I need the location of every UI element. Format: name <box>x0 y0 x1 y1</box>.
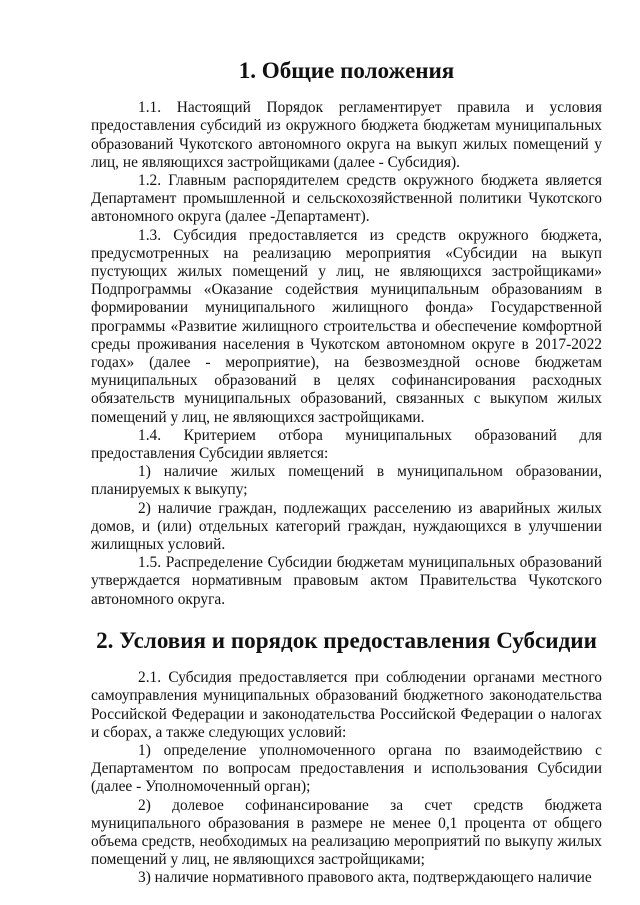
document-body <box>91 57 602 888</box>
section-1-heading: 1. Общие положения <box>238 57 455 83</box>
paragraph-1-4: 1.4. Критерием отбора муниципальных образований для предоставления Субсидии является: <box>91 426 602 463</box>
paragraph-1-1: 1.1. Настоящий Порядок регламентирует правила и условия предоставления субсидий из окружного бюджета бюджетам муниципальных образований Чукотского автономного округа на выкуп жилых помещений у лиц, не являющихся застройщиками (далее - Субсидия). <box>91 99 602 171</box>
section-2-heading: 2. Условия и порядок предоставления Субсидии <box>96 626 597 653</box>
list-item-1-4-2: 2) наличие граждан, подлежащих расселению из аварийных жилых домов, и (или) отдельных категорий граждан, нуждающихся в улучшении жилищных условий. <box>91 499 602 554</box>
list-item-2-1-1: 1) определение уполномоченного органа по взаимодействию с Департаментом по вопросам предоставления и использования Субсидии (далее - Уполномоченный орган); <box>91 741 602 796</box>
list-item-1-4-1: 1) наличие жилых помещений в муниципальном образовании, планируемых к выкупу; <box>91 463 602 499</box>
paragraph-2-1: 2.1. Субсидия предоставляется при соблюдении органами местного самоуправления муниципальных образований бюджетного законодательства Российской Федерации и законодательства Российской Федерации о налогах и сборах, а также следующих условий: <box>91 669 602 741</box>
list-item-2-1-2: 2) долевое софинансирование за счет средств бюджета муниципального образования в размере не менее 0,1 процента от общего объема средств, необходимых на реализацию мероприятий по выкупу жилых помещений у лиц, не являющихся застройщиками; <box>91 796 602 869</box>
list-item-2-1-3: 3) наличие нормативного правового акта, подтверждающего наличие <box>138 869 592 887</box>
paragraph-1-5: 1.5. Распределение Субсидии бюджетам муниципальных образований утверждается нормативным правовым актом Правительства Чукотского автономного округа. <box>91 554 602 608</box>
paragraph-1-3: 1.3. Субсидия предоставляется из средств окружного бюджета, предусмотренных на реализацию мероприятия «Субсидии на выкуп пустующих жилых помещений у лиц, не являющихся застройщиками» Подпрограммы «Оказание содействия муниципальным образованиям в формировании муниципального жилищного фонда» Государственной программы «Развитие жилищного строительства и обеспечение комфортной среды проживания населения в Чукотском автономном округе в 2017-2022 годах» (далее - мероприятие), на безвозмездной основе бюджетам муниципальных образований в целях софинансирования расходных обязательств муниципальных образований, связанных с выкупом жилых помещений у лиц, не являющихся застройщиками. <box>91 226 602 426</box>
paragraph-1-2: 1.2. Главным распорядителем средств окружного бюджета является Департамент промышленной и сельскохозяйственной политики Чукотского автономного округа (далее -Департамент). <box>91 172 602 226</box>
